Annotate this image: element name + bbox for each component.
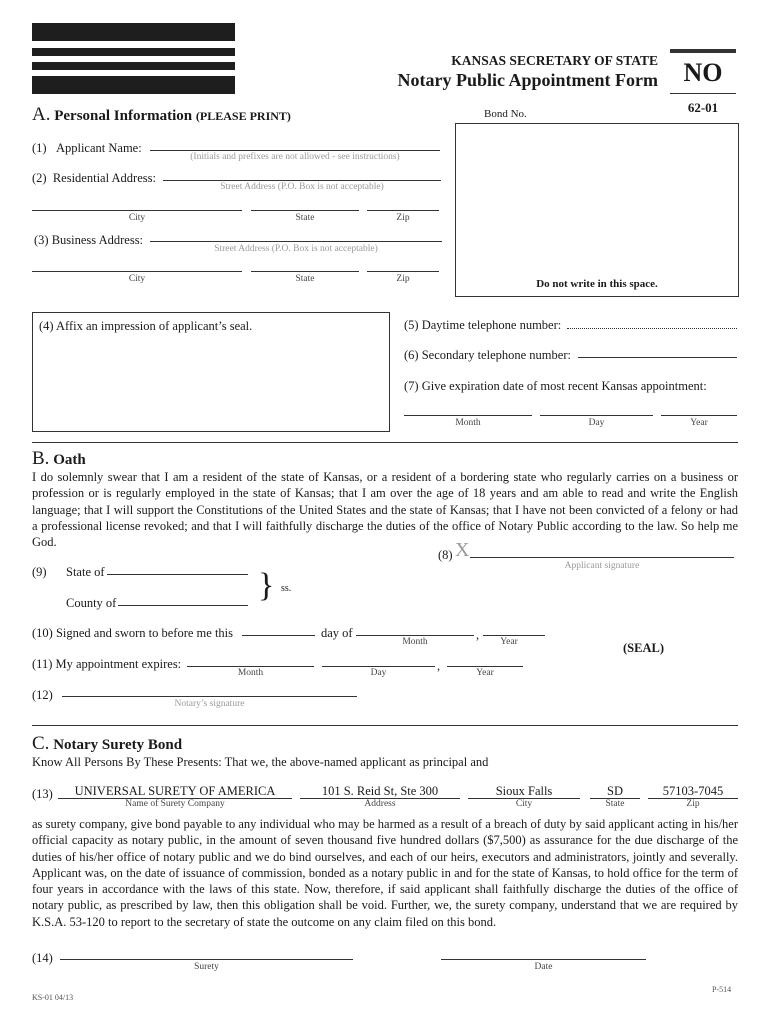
residential-zip-field[interactable] xyxy=(367,210,439,211)
form-code: NO xyxy=(683,58,723,87)
surety-company-label: Name of Surety Company xyxy=(125,799,225,809)
section-c-letter: C. xyxy=(32,733,50,754)
form-code-box xyxy=(670,49,736,94)
field-1-hint: (Initials and prefixes are not allowed - see instructions) xyxy=(190,152,400,162)
residential-city-label: City xyxy=(128,213,146,223)
section-a-note: (PLEASE PRINT) xyxy=(195,109,291,123)
field-12-number: (12) xyxy=(32,688,53,702)
signature-x-mark: X xyxy=(455,539,470,561)
sworn-year-field[interactable] xyxy=(483,635,545,636)
bond-no-label: Bond No. xyxy=(484,108,527,120)
office-use-box xyxy=(455,123,739,297)
appointment-month-field[interactable] xyxy=(187,666,314,667)
surety-address-value[interactable]: 101 S. Reid St, Ste 300 xyxy=(300,784,460,799)
expiration-year-label: Year xyxy=(690,418,708,428)
field-3-hint: Street Address (P.O. Box is not acceptable) xyxy=(214,244,378,254)
business-state-field[interactable] xyxy=(251,271,359,272)
surety-zip-label: Zip xyxy=(686,799,700,809)
business-city-field[interactable] xyxy=(32,271,242,272)
business-state-label: State xyxy=(295,274,315,284)
header-bar-3 xyxy=(32,62,235,70)
field-2-hint: Street Address (P.O. Box is not acceptable) xyxy=(220,182,384,192)
field-1-label xyxy=(32,141,142,156)
field-3-text: Business Address: xyxy=(51,233,144,247)
divider-a-b xyxy=(32,442,738,443)
surety-city-value[interactable]: Sioux Falls xyxy=(468,784,580,799)
surety-zip-value[interactable]: 57103-7045 xyxy=(648,784,738,799)
section-a-heading xyxy=(32,104,291,126)
section-b-letter: B. xyxy=(32,448,50,469)
field-6-label: (6) Secondary telephone number: xyxy=(404,348,571,362)
applicant-name-field[interactable] xyxy=(150,150,440,151)
divider-b-c xyxy=(32,725,738,726)
field-2-text: Residential Address: xyxy=(52,171,156,185)
header-bar-2 xyxy=(32,48,235,56)
field-1-text: Applicant Name: xyxy=(55,141,142,155)
business-address-field[interactable] xyxy=(150,241,442,242)
sworn-year-label: Year xyxy=(500,637,518,647)
appointment-day-label: Day xyxy=(370,668,387,678)
appointment-year-field[interactable] xyxy=(447,666,523,667)
oath-text: I do solemnly swear that I am a resident of the state of Kansas, or a resident of a bordering state who regularly carries on a business or profession or is regularly employed in the state of Kansas; that I am over the age of 18 years and am able to read and write the English language; that I will support the Constitutions of the United States and the state of Kansas; that I have not been convicted of a felony or had a professional license revoked; and that I will faithfully discharge the duties of the office of Notary Public according to the law. So help me God. xyxy=(32,470,738,550)
notary-signature-field[interactable] xyxy=(62,696,357,697)
field-12-hint: Notary’s signature xyxy=(174,699,245,709)
field-3-label xyxy=(34,233,143,248)
appointment-year-label: Year xyxy=(476,668,494,678)
secondary-phone-field[interactable] xyxy=(578,357,737,358)
field-5-label: (5) Daytime telephone number: xyxy=(404,318,562,332)
field-8-number: (8) xyxy=(438,548,453,562)
ss-label: ss. xyxy=(281,583,292,594)
field-2-label xyxy=(32,171,156,186)
header-bar-1 xyxy=(32,23,235,41)
appointment-comma: , xyxy=(437,659,441,673)
bond-text: as surety company, give bond payable to any individual who may be harmed as a result of a breach of duty by said applicant acting in his/her official capacity as notary public, in the amount of seven thousand five hundred dollars ($7,500) as assurance for the due discharge of the duties of his/her office of notary public and we do bind ourselves, and each of our heirs, executors and administrators, jointly and severally. Applicant was, on the date of issuance of commission, bonded as a notary public in and for the state of Kansas, to hold office for the term of four years in accordance with the laws of this state. Now, therefore, if said applicant shall faithfully discharge the duties of the office of notary public, as prescribed by law, then this obligation shall be void. Further, we, the surety company, understand that we are required by K.S.A. 53-120 to report to the secretary of state the outcome on any claim filed on this bond. xyxy=(32,817,738,929)
residential-state-label: State xyxy=(295,213,315,223)
footer-right-code: P-514 xyxy=(712,985,732,994)
field-4-label: (4) Affix an impression of applicant’s seal. xyxy=(39,319,253,333)
section-c-heading xyxy=(32,733,182,755)
form-number: 62-01 xyxy=(687,100,719,115)
form-title: Notary Public Appointment Form xyxy=(397,70,658,90)
expiration-day-field[interactable] xyxy=(540,415,653,416)
seal-impression-box[interactable] xyxy=(32,312,390,432)
state-of-field[interactable] xyxy=(107,574,248,575)
header-bar-4 xyxy=(32,76,235,94)
surety-address-label: Address xyxy=(364,799,396,809)
applicant-signature-field[interactable] xyxy=(470,557,734,558)
residential-state-field[interactable] xyxy=(251,210,359,211)
surety-city-label: City xyxy=(515,799,533,809)
bond-date-label: Date xyxy=(534,962,553,972)
daytime-phone-field[interactable] xyxy=(567,328,737,329)
expiration-year-field[interactable] xyxy=(661,415,737,416)
surety-signature-field[interactable] xyxy=(60,959,353,960)
sworn-day-field[interactable] xyxy=(242,635,315,636)
brace-symbol: } xyxy=(258,567,275,604)
office-use-label: Do not write in this space. xyxy=(536,278,658,290)
county-of-label: County of xyxy=(66,596,117,610)
day-of-label: day of xyxy=(321,626,353,640)
bond-date-field[interactable] xyxy=(441,959,646,960)
expiration-month-label: Month xyxy=(455,418,481,428)
agency-name: KANSAS SECRETARY OF STATE xyxy=(451,53,658,68)
field-14-number: (14) xyxy=(32,951,53,965)
business-zip-label: Zip xyxy=(396,274,410,284)
surety-state-label: State xyxy=(605,799,625,809)
field-3-number: (3) xyxy=(34,233,49,247)
surety-signature-label: Surety xyxy=(194,962,219,972)
county-of-field[interactable] xyxy=(118,605,248,606)
business-zip-field[interactable] xyxy=(367,271,439,272)
field-11-label: (11) My appointment expires: xyxy=(32,657,182,671)
seal-label: (SEAL) xyxy=(623,641,664,655)
expiration-month-field[interactable] xyxy=(404,415,532,416)
section-b-heading xyxy=(32,448,86,470)
appointment-day-field[interactable] xyxy=(322,666,435,667)
appointment-month-label: Month xyxy=(237,668,264,678)
sworn-month-field[interactable] xyxy=(356,635,474,636)
field-13-number: (13) xyxy=(32,787,53,801)
section-a-letter: A. xyxy=(32,104,51,125)
section-a-title: Personal Information xyxy=(54,108,193,124)
sworn-month-label: Month xyxy=(402,637,428,647)
field-9-number: (9) xyxy=(32,565,47,579)
residential-zip-label: Zip xyxy=(396,213,410,223)
footer-left-code: KS-01 04/13 xyxy=(32,993,74,1002)
residential-address-field[interactable] xyxy=(163,180,441,181)
field-7-label: (7) Give expiration date of most recent Kansas appointment: xyxy=(404,379,707,393)
section-c-title: Notary Surety Bond xyxy=(53,737,183,753)
bond-intro: Know All Persons By These Presents: That we, the above-named applicant as principal and xyxy=(32,755,489,769)
business-city-label: City xyxy=(128,274,146,284)
field-2-number: (2) xyxy=(32,171,47,185)
field-8-hint: Applicant signature xyxy=(564,561,640,571)
field-10-label: (10) Signed and sworn to before me this xyxy=(32,626,234,640)
residential-city-field[interactable] xyxy=(32,210,242,211)
surety-state-value[interactable]: SD xyxy=(590,784,640,799)
section-b-title: Oath xyxy=(53,452,86,468)
state-of-label: State of xyxy=(66,565,105,579)
surety-company-value[interactable]: UNIVERSAL SURETY OF AMERICA xyxy=(58,784,292,799)
expiration-day-label: Day xyxy=(588,418,605,428)
sworn-comma: , xyxy=(476,628,480,642)
field-1-number: (1) xyxy=(32,141,47,155)
